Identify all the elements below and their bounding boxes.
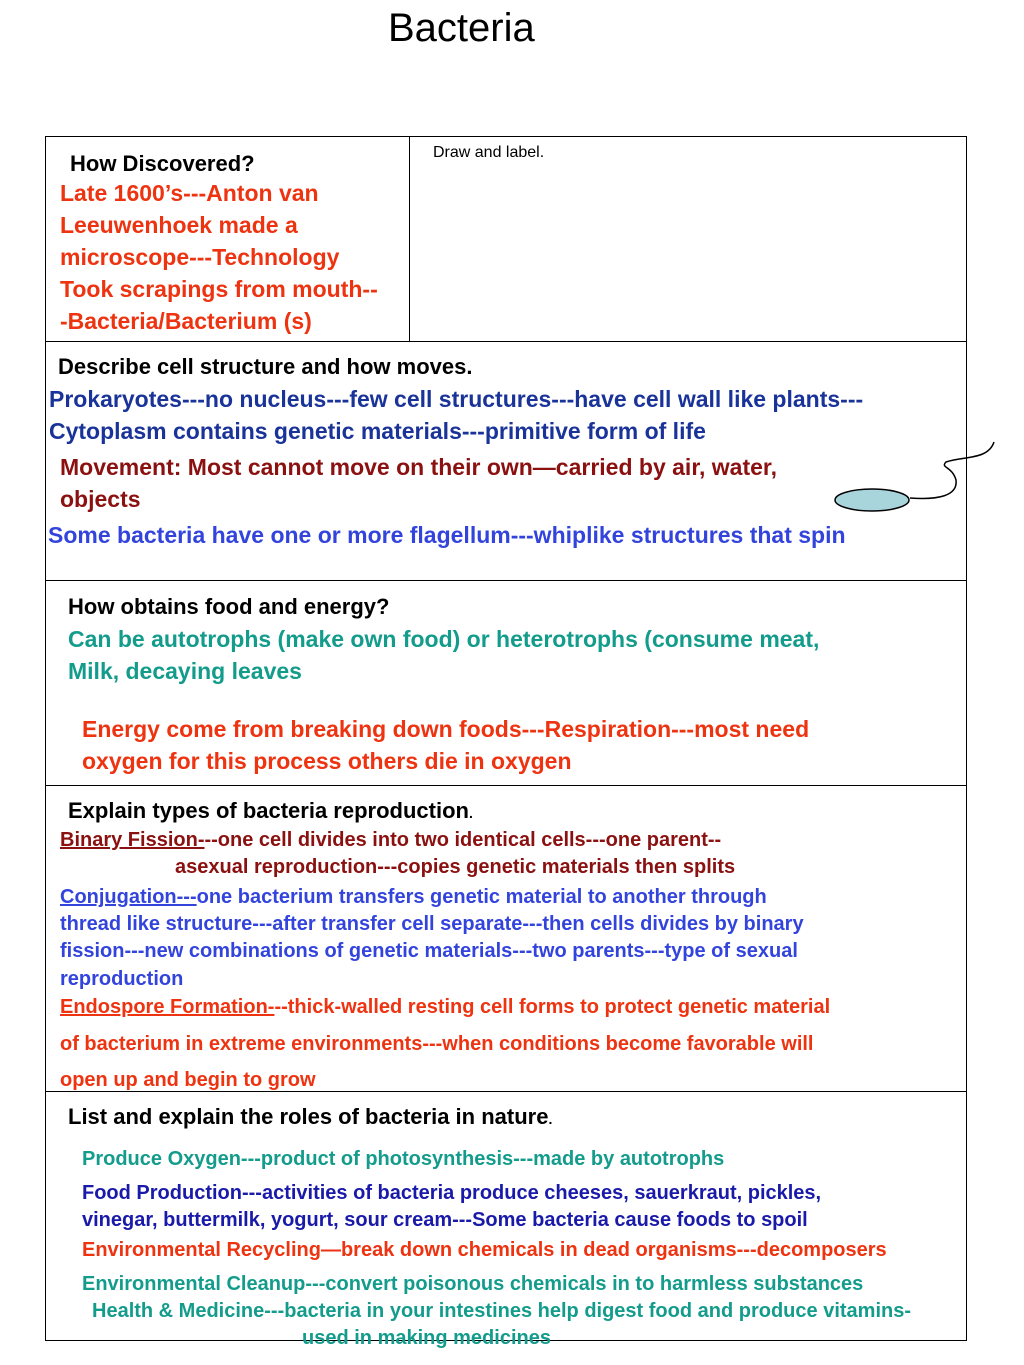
conjugation-line: reproduction <box>60 968 184 990</box>
discovered-heading: How Discovered? <box>70 151 255 176</box>
page-title: Bacteria <box>388 6 535 50</box>
discovered-line: -Bacteria/Bacterium (s) <box>60 308 312 334</box>
reproduction-heading: Explain types of bacteria reproduction. <box>68 798 473 823</box>
prokaryote-line: Cytoplasm contains genetic materials---primitive form of life <box>49 418 706 444</box>
role-cleanup: Environmental Cleanup---convert poisonous chemicals in to harmless substances <box>82 1273 864 1295</box>
row-divider-2 <box>45 580 967 581</box>
row-divider-1 <box>45 341 967 342</box>
role-recycling: Environmental Recycling—break down chemicals in dead organisms---decomposers <box>82 1239 887 1261</box>
conjugation-line: fission---new combinations of genetic materials---two parents---type of sexual <box>60 940 798 962</box>
binary-fission-line-2: asexual reproduction---copies genetic materials then splits <box>175 856 736 878</box>
bacterium-cell-icon <box>835 489 909 511</box>
draw-prompt: Draw and label. <box>433 144 545 161</box>
discovered-line: Late 1600’s---Anton van <box>60 180 319 206</box>
energy-line: oxygen for this process others die in oxygen <box>82 748 572 774</box>
discovered-line: Took scrapings from mouth-- <box>60 276 378 302</box>
role-health-medicine: used in making medicines <box>302 1327 551 1349</box>
food-line: Milk, decaying leaves <box>68 658 302 684</box>
food-heading: How obtains food and energy? <box>68 594 390 619</box>
conjugation-term: Conjugation--- <box>60 886 197 908</box>
cell-divider-vertical <box>409 136 410 341</box>
endospore-line: open up and begin to grow <box>60 1069 316 1091</box>
role-oxygen: Produce Oxygen---product of photosynthesis---made by autotrophs <box>82 1148 725 1170</box>
energy-line: Energy come from breaking down foods---Respiration---most need <box>82 716 810 742</box>
role-health-medicine: Health & Medicine---bacteria in your intestines help digest food and produce vitamins- <box>92 1300 912 1322</box>
prokaryote-line: Prokaryotes---no nucleus---few cell structures---have cell wall like plants--- <box>49 386 864 412</box>
conjugation-line: thread like structure---after transfer cell separate---then cells divides by binary <box>60 913 804 935</box>
roles-heading: List and explain the roles of bacteria in nature. <box>68 1104 553 1129</box>
discovered-line: Leeuwenhoek made a <box>60 212 298 238</box>
binary-fission-term: Binary Fission- <box>60 829 205 851</box>
role-food-production: Food Production---activities of bacteria produce cheeses, sauerkraut, pickles, <box>82 1182 822 1204</box>
bacterium-drawing-icon <box>828 436 1000 520</box>
food-line: Can be autotrophs (make own food) or heterotrophs (consume meat, <box>68 626 820 652</box>
row-divider-3 <box>45 785 967 786</box>
structure-heading: Describe cell structure and how moves. <box>58 354 473 379</box>
discovered-line: microscope---Technology <box>60 244 340 270</box>
endospore-line: of bacterium in extreme environments---when conditions become favorable will <box>60 1033 814 1055</box>
movement-line: objects <box>60 486 141 512</box>
binary-fission-line: Binary Fission---one cell divides into two identical cells---one parent-- <box>60 829 722 851</box>
role-food-production: vinegar, buttermilk, yogurt, sour cream---Some bacteria cause foods to spoil <box>82 1209 808 1231</box>
endospore-term: Endospore Formation- <box>60 996 275 1018</box>
movement-line: Movement: Most cannot move on their own—carried by air, water, <box>60 454 777 480</box>
endospore-line: Endospore Formation---thick-walled resting cell forms to protect genetic material <box>60 996 831 1018</box>
conjugation-line: Conjugation---one bacterium transfers genetic material to another through <box>60 886 767 908</box>
flagellum-line: Some bacteria have one or more flagellum---whiplike structures that spin <box>48 522 846 548</box>
